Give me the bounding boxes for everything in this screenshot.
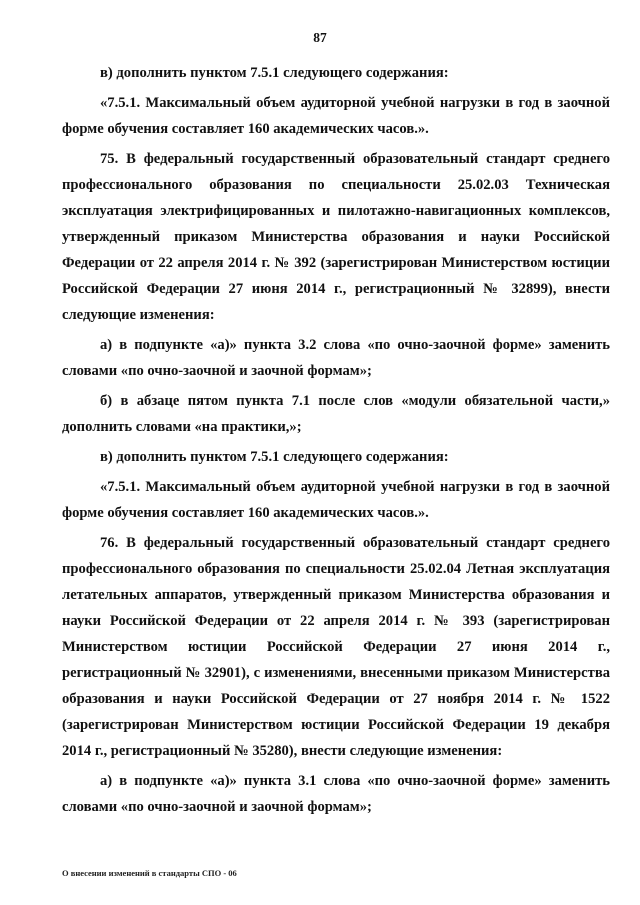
paragraph-item-75: 75. В федеральный государственный образовательный стандарт среднего профессионального образования по специальности 25.02.03 Техническая эксплуатация электрифицированных и пилотажно-навигационных комплексов, утвержденный приказом Министерства образования и науки Российской Федерации от 22 апреля 2014 г. № 392 (зарегистрирован Министерством юстиции Российской Федерации 27 июня 2014 г., регистрационный № 32899), внести следующие изменения:: [62, 151, 610, 323]
paragraph-76-subitem-a: а) в подпункте «а)» пункта 3.1 слова «по очно-заочной форме» заменить словами «по очно-заочной и заочной формам»;: [62, 773, 610, 815]
paragraph-75-quote-7-5-1: «7.5.1. Максимальный объем аудиторной учебной нагрузки в год в заочной форме обучения составляет 160 академических часов.».: [62, 479, 610, 521]
paragraph-item-76: 76. В федеральный государственный образовательный стандарт среднего профессионального образования по специальности 25.02.04 Летная эксплуатация летательных аппаратов, утвержденный приказом Министерства образования и науки Российской Федерации от 22 апреля 2014 г. № 393 (зарегистрирован Министерством юстиции Российской Федерации 27 июня 2014 г., регистрационный № 32901), с изменениями, внесенными приказом Министерства образования и науки Российской Федерации от 27 ноября 2014 г. № 1522 (зарегистрирован Министерством юстиции Российской Федерации 19 декабря 2014 г., регистрационный № 35280), внести следующие изменения:: [62, 535, 610, 759]
paragraph-quote-7-5-1: «7.5.1. Максимальный объем аудиторной учебной нагрузки в год в заочной форме обучения составляет 160 академических часов.».: [62, 95, 610, 137]
paragraph-75-subitem-v: в) дополнить пунктом 7.5.1 следующего содержания:: [100, 449, 449, 465]
paragraph-v-add-7-5-1: в) дополнить пунктом 7.5.1 следующего содержания:: [100, 65, 449, 81]
page-number: 87: [313, 30, 327, 45]
paragraph-75-subitem-b: б) в абзаце пятом пункта 7.1 после слов «модули обязательной части,» дополнить словами «на практики,»;: [62, 393, 610, 435]
document-body: [62, 60, 610, 824]
paragraph-75-subitem-a: а) в подпункте «а)» пункта 3.2 слова «по очно-заочной форме» заменить словами «по очно-заочной и заочной формам»;: [62, 337, 610, 379]
page-footer: О внесении изменений в стандарты СПО - 06: [62, 868, 237, 878]
